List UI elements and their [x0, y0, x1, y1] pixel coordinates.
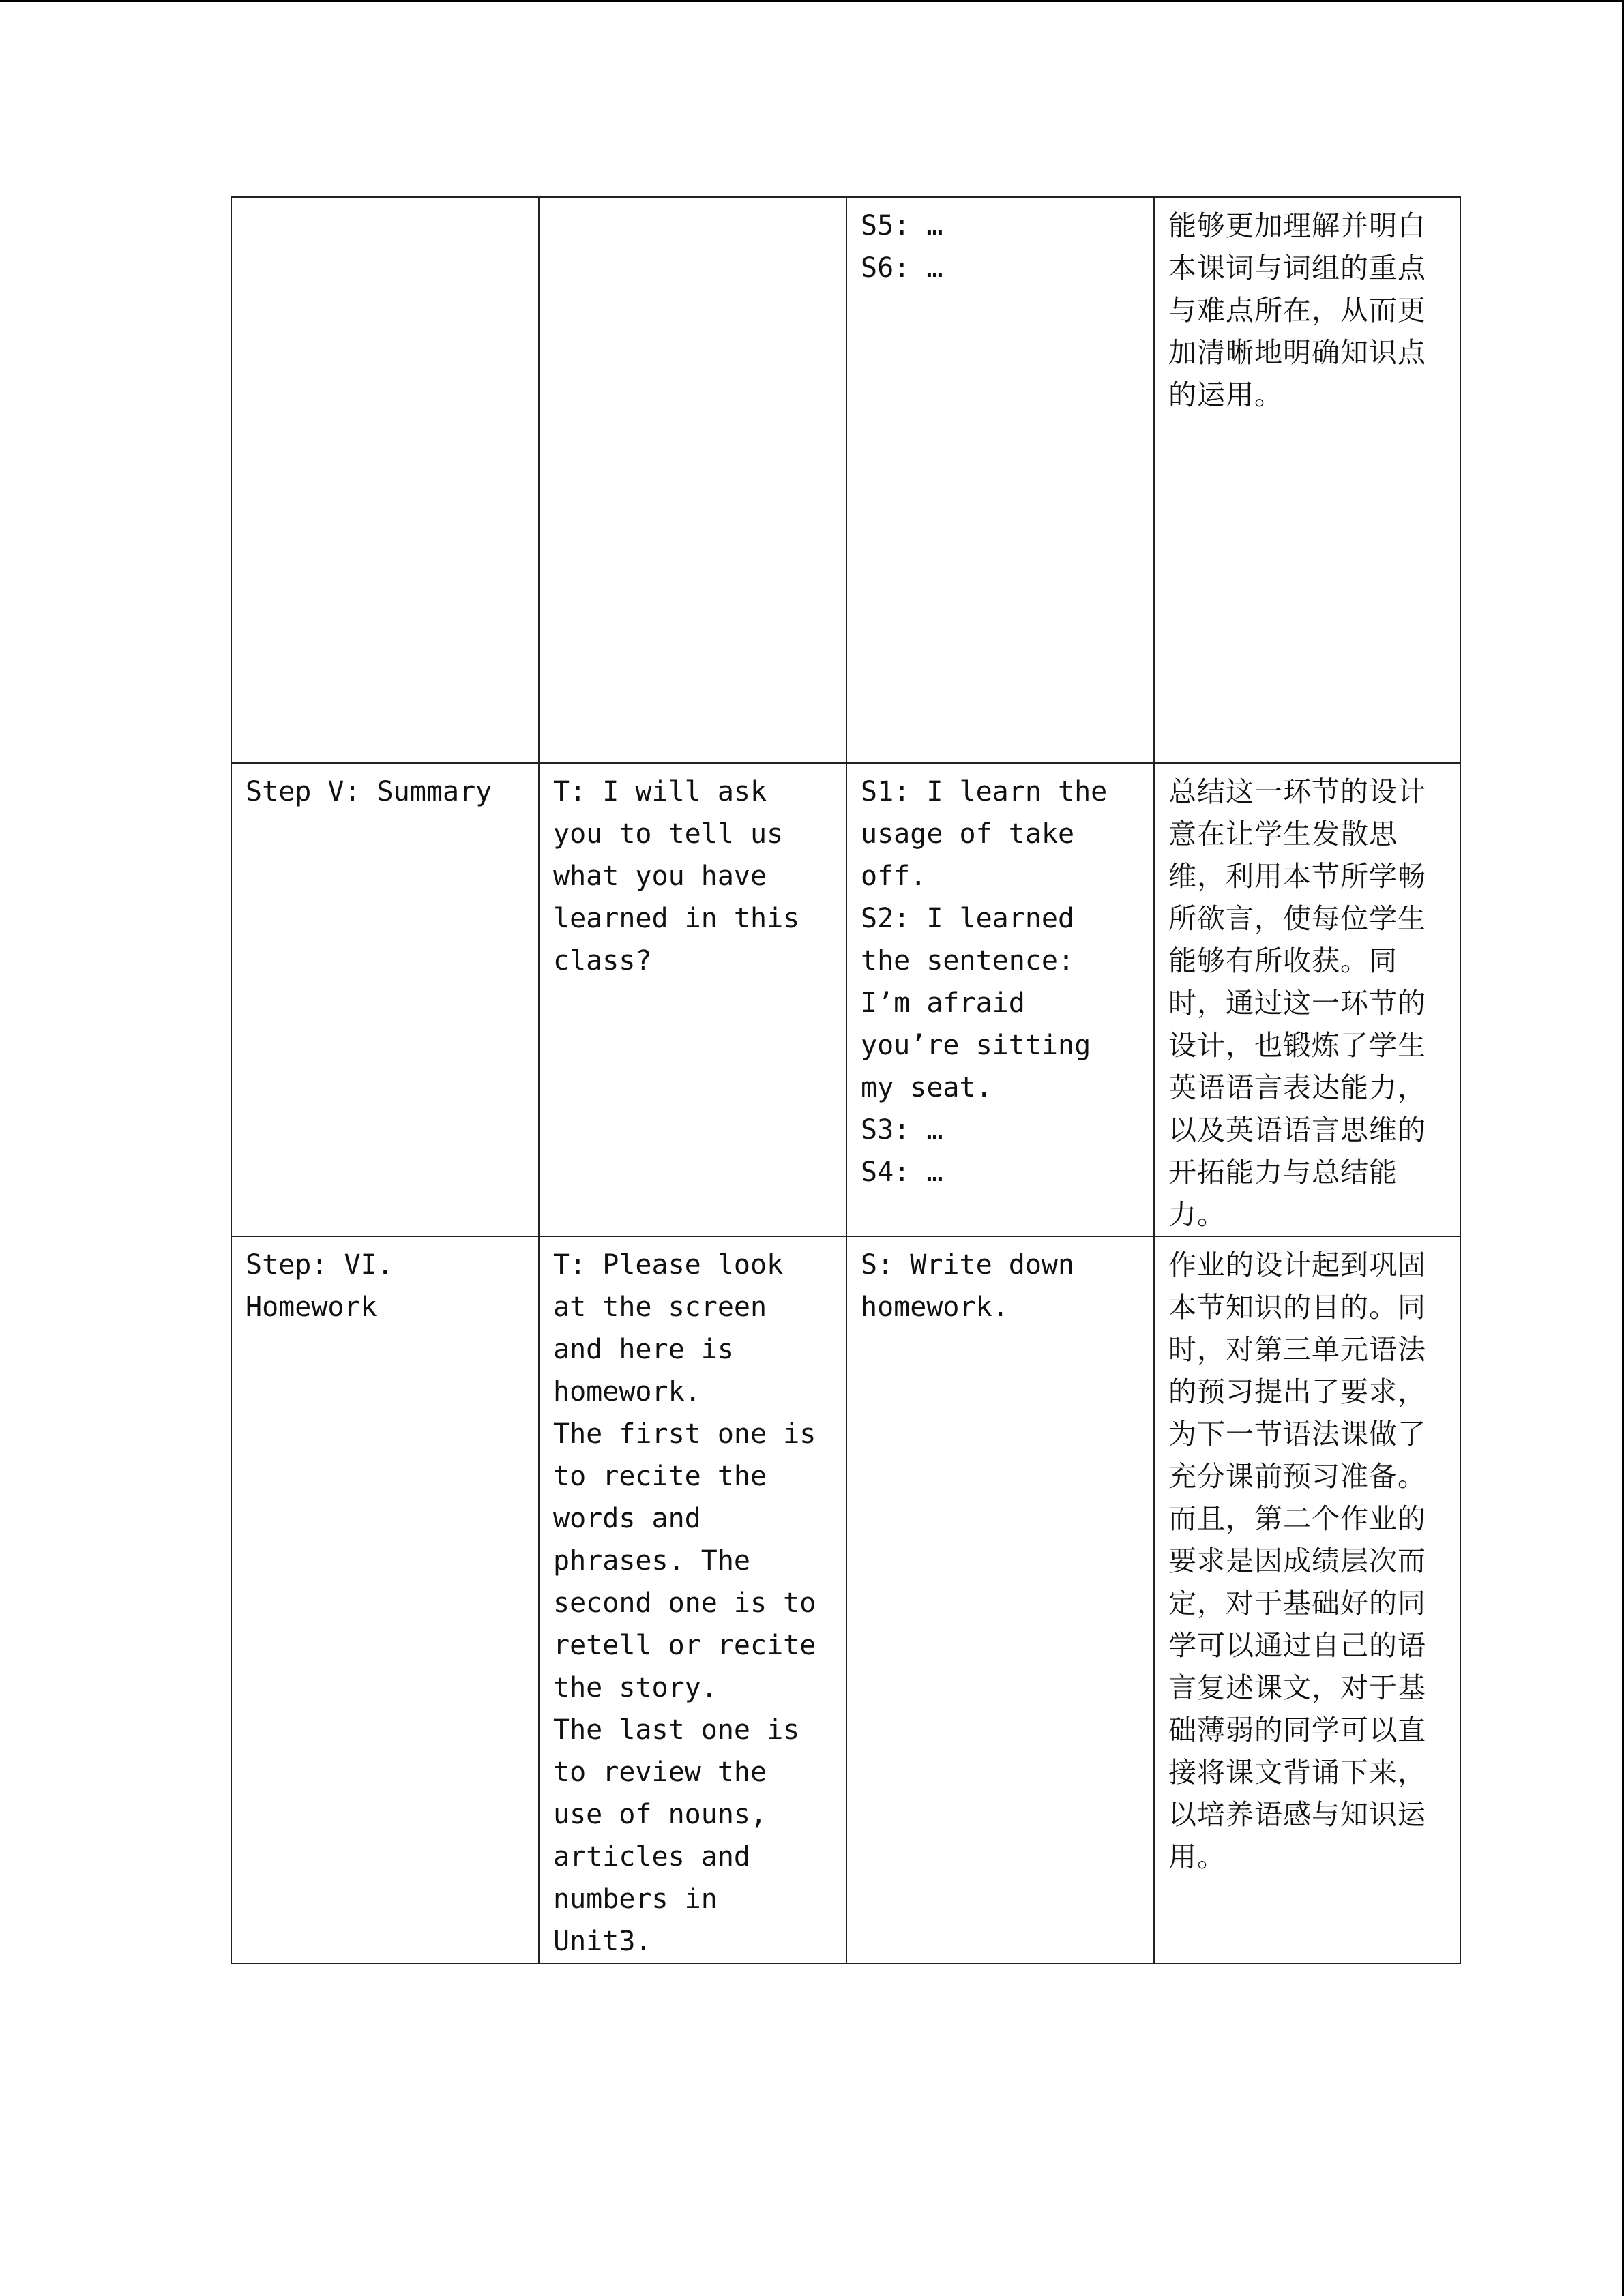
table-row — [231, 197, 1460, 763]
table-row — [231, 1236, 1460, 1963]
page-top-border — [0, 0, 1624, 2]
teacher-activity-cell: T: I will ask you to tell us what you have learned in this class? — [539, 763, 846, 1236]
student-activity-cell: S: Write down homework. — [846, 1236, 1154, 1963]
design-intent-cell: 总结这一环节的设计意在让学生发散思维，利用本节所学畅所欲言，使每位学生能够有所收获。同时，通过这一环节的设计，也锻炼了学生英语语言表达能力，以及英语语言思维的开拓能力与总结能力。 — [1154, 763, 1460, 1236]
design-intent-cell: 能够更加理解并明白本课词与词组的重点与难点所在，从而更加清晰地明确知识点的运用。 — [1154, 197, 1460, 763]
design-intent-cell: 作业的设计起到巩固本节知识的目的。同时，对第三单元语法的预习提出了要求，为下一节语法课做了充分课前预习准备。而且，第二个作业的要求是因成绩层次而定，对于基础好的同学可以通过自己的语言复述课文，对于基础薄弱的同学可以直接将课文背诵下来，以培养语感与知识运用。 — [1154, 1236, 1460, 1963]
table-row — [231, 763, 1460, 1236]
student-activity-cell: S5: … S6: … — [846, 197, 1154, 763]
step-cell: Step V: Summary — [231, 763, 539, 1236]
teacher-activity-cell — [539, 197, 846, 763]
lesson-plan-table — [231, 196, 1461, 1964]
student-activity-cell: S1: I learn the usage of take off. S2: I learned the sentence: I’m afraid you’re sitting my seat. S3: … S4: … — [846, 763, 1154, 1236]
step-cell — [231, 197, 539, 763]
teacher-activity-cell: T: Please look at the screen and here is homework. The first one is to recite the words and phrases. The second one is to retell or recite the story. The last one is to review the use of nouns, articles and numbers in Unit3. — [539, 1236, 846, 1963]
step-cell: Step: VI. Homework — [231, 1236, 539, 1963]
